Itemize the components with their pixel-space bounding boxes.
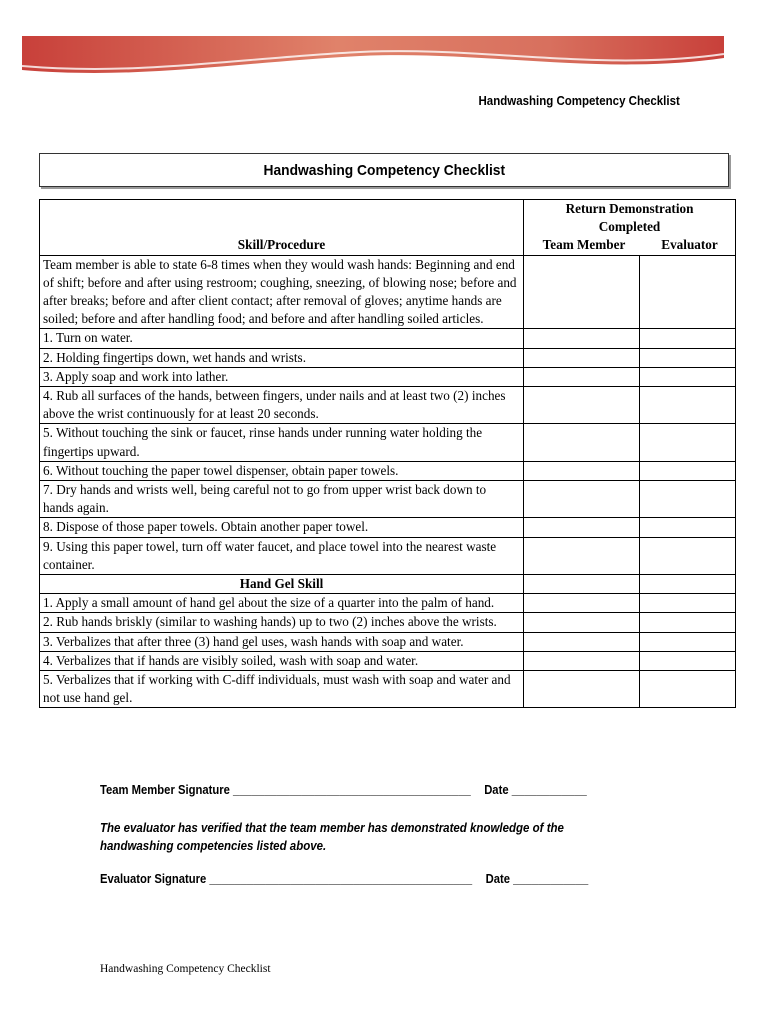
return-demonstration-label: Return Demonstration (565, 201, 694, 216)
team-member-date-label: Date ____________ (484, 783, 587, 797)
skill-cell: 1. Turn on water. (40, 329, 524, 348)
evaluator-check-cell[interactable] (640, 651, 736, 670)
completed-label: Completed (598, 219, 661, 235)
evaluator-check-cell[interactable] (640, 632, 736, 651)
evaluator-header: Evaluator (661, 237, 718, 253)
evaluator-check-cell[interactable] (640, 518, 736, 537)
table-row (40, 387, 736, 424)
table-row (40, 461, 736, 480)
team-member-check-cell[interactable] (524, 348, 640, 367)
skill-cell: 3. Apply soap and work into lather. (40, 367, 524, 386)
team-member-check-cell[interactable] (524, 651, 640, 670)
evaluator-check-cell[interactable] (640, 613, 736, 632)
table-row (40, 518, 736, 537)
evaluator-check-cell[interactable] (640, 348, 736, 367)
team-member-check-cell[interactable] (524, 255, 640, 329)
evaluator-check-cell (640, 575, 736, 594)
checklist-title: Handwashing Competency Checklist (263, 162, 505, 179)
team-member-check-cell[interactable] (524, 518, 640, 537)
table-row (40, 594, 736, 613)
table-header-row (40, 200, 736, 256)
table-row (40, 329, 736, 348)
skill-cell: 3. Verbalizes that after three (3) hand gel uses, wash hands with soap and water. (40, 632, 524, 651)
team-member-header: Team Member (542, 237, 626, 253)
evaluator-check-cell[interactable] (640, 255, 736, 329)
evaluator-check-cell[interactable] (640, 537, 736, 574)
table-row (40, 651, 736, 670)
evaluator-check-cell[interactable] (640, 424, 736, 461)
team-member-signature-line[interactable] (100, 783, 587, 797)
evaluator-check-cell[interactable] (640, 387, 736, 424)
team-member-check-cell[interactable] (524, 594, 640, 613)
evaluator-check-cell[interactable] (640, 671, 736, 708)
team-member-check-cell[interactable] (524, 367, 640, 386)
team-member-check-cell[interactable] (524, 424, 640, 461)
skill-procedure-header: Skill/Procedure (40, 200, 524, 256)
team-member-check-cell[interactable] (524, 329, 640, 348)
competency-table (39, 199, 736, 708)
team-member-check-cell[interactable] (524, 461, 640, 480)
evaluator-check-cell[interactable] (640, 481, 736, 518)
table-row (40, 632, 736, 651)
skill-cell: 2. Holding fingertips down, wet hands and wrists. (40, 348, 524, 367)
skill-cell: 8. Dispose of those paper towels. Obtain another paper towel. (40, 518, 524, 537)
skill-cell: 2. Rub hands briskly (similar to washing hands) up to two (2) inches above the wrists. (40, 613, 524, 632)
table-row (40, 348, 736, 367)
team-member-check-cell[interactable] (524, 537, 640, 574)
team-member-signature-label: Team Member Signature ______________________________________ (100, 783, 471, 797)
evaluator-check-cell[interactable] (640, 329, 736, 348)
team-member-check-cell[interactable] (524, 632, 640, 651)
table-row (40, 367, 736, 386)
header-banner (0, 0, 770, 90)
evaluator-check-cell[interactable] (640, 594, 736, 613)
checklist-title-box (39, 153, 729, 187)
evaluator-check-cell[interactable] (640, 367, 736, 386)
skill-cell: 5. Verbalizes that if working with C-diff individuals, must wash with soap and water and not use hand gel. (40, 671, 524, 708)
table-row (40, 671, 736, 708)
skill-cell: 7. Dry hands and wrists well, being careful not to go from upper wrist back down to hands again. (40, 481, 524, 518)
skill-cell: 1. Apply a small amount of hand gel about the size of a quarter into the palm of hand. (40, 594, 524, 613)
table-row (40, 537, 736, 574)
evaluator-check-cell[interactable] (640, 461, 736, 480)
team-member-check-cell[interactable] (524, 613, 640, 632)
skill-cell: 5. Without touching the sink or faucet, rinse hands under running water holding the fingertips upward. (40, 424, 524, 461)
evaluator-date-label: Date ____________ (485, 872, 589, 886)
team-member-check-cell[interactable] (524, 671, 640, 708)
skill-cell: 4. Verbalizes that if hands are visibly soiled, wash with soap and water. (40, 651, 524, 670)
return-demonstration-header (524, 200, 736, 256)
table-row (40, 613, 736, 632)
team-member-check-cell[interactable] (524, 387, 640, 424)
hand-gel-section-title: Hand Gel Skill (40, 575, 524, 594)
table-row (40, 424, 736, 461)
skill-cell: 4. Rub all surfaces of the hands, between fingers, under nails and at least two (2) inches above the wrist continuously for at least 20 seconds. (40, 387, 524, 424)
evaluator-signature-label: Evaluator Signature __________________________________________ (100, 872, 473, 886)
skill-cell: 9. Using this paper towel, turn off water faucet, and place towel into the nearest waste container. (40, 537, 524, 574)
verification-statement: The evaluator has verified that the team member has demonstrated knowledge of the handwashing competencies listed above. (100, 821, 564, 853)
section-row-hand-gel (40, 575, 736, 594)
team-member-check-cell (524, 575, 640, 594)
skill-cell: Team member is able to state 6-8 times when they would wash hands: Beginning and end of shift; before and after using restroom; coughing, sneezing, of blowing nose; before and after breaks; before and after client contact; after removal of gloves; anytime hands are soiled; before and after handling food; and before and after handling soiled articles. (40, 255, 524, 329)
evaluator-signature-line[interactable] (100, 872, 588, 886)
skill-cell: 6. Without touching the paper towel dispenser, obtain paper towels. (40, 461, 524, 480)
table-row (40, 481, 736, 518)
team-member-check-cell[interactable] (524, 481, 640, 518)
table-row (40, 255, 736, 329)
running-header-title: Handwashing Competency Checklist (478, 94, 680, 108)
page-footer: Handwashing Competency Checklist (100, 963, 271, 975)
